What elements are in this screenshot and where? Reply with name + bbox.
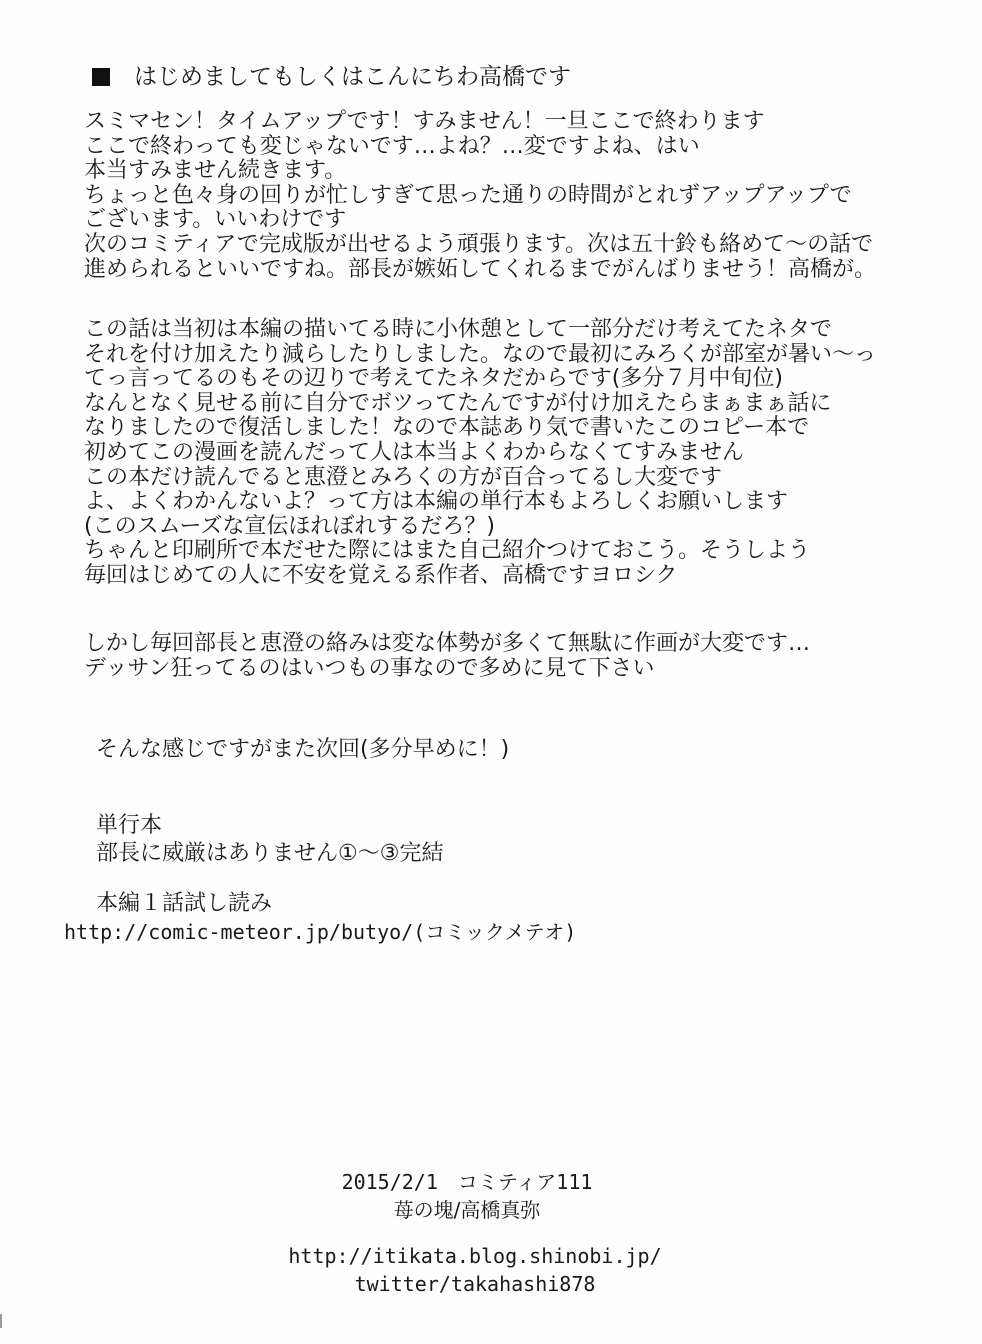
trial-label: 本編１話試し読み: [96, 891, 273, 916]
book-title: 部長に威厳はありません①～③完結: [96, 841, 444, 866]
text-line: 次のコミティアで完成版が出せるよう頑張ります。次は五十鈴も絡めて～の話で: [84, 231, 874, 257]
twitter-link[interactable]: twitter/takahashi878: [354, 1272, 596, 1296]
bullet-square-icon: [92, 68, 110, 86]
text-line: ございます。いいわけです: [84, 207, 347, 233]
trial-url-link[interactable]: http://comic-meteor.jp/butyo/(コミックメテオ): [64, 920, 577, 944]
heading-text: はじめましてもしくはこんにちわ高橋です: [134, 64, 571, 90]
text-line: 初めてこの漫画を読んだって人は本当よくわからなくてすみません: [84, 439, 745, 465]
circle-author: 苺の塊/高橋真弥: [393, 1198, 541, 1222]
text-line: てっ言ってるのもその辺りで考えてたネタだからです(多分７月中旬位): [84, 366, 783, 392]
colophon: [0, 1168, 958, 1224]
text-line: ちゃんと印刷所で本だせた際にはまた自己紹介つけておこう。そうしよう: [84, 538, 811, 564]
text-line: 毎回はじめての人に不安を覚える系作者、高橋ですヨロシク: [84, 562, 678, 588]
text-line: ちょっと色々身の回りが忙しすぎて思った通りの時間がとれずアップアップで: [84, 182, 852, 208]
text-line: 進められるといいですね。部長が嫉妬してくれるまでがんばりませう！高橋が。: [84, 256, 877, 282]
text-line: スミマセン！タイムアップです！すみません！一旦ここで終わります: [84, 109, 765, 134]
trial-info: [64, 890, 944, 946]
text-line: (このスムーズな宣伝ほれぼれするだろ？): [84, 513, 495, 539]
text-line: 本当すみません続きます。: [84, 158, 347, 184]
book-info: [96, 812, 976, 868]
text-line: なんとなく見せる前に自分でボツってたんですが付け加えたらまぁまぁ話に: [84, 390, 832, 416]
paragraph-story-notes: [84, 318, 964, 589]
blog-url-link[interactable]: http://itikata.blog.shinobi.jp/: [288, 1244, 662, 1268]
book-label: 単行本: [96, 813, 163, 838]
text-line: それを付け加えたり減らしたりしました。なので最初にみろくが部室が暑い～っ: [84, 341, 877, 367]
text-line: しかし毎回部長と恵澄の絡みは変な体勢が多くて無駄に作画が大変です…: [84, 631, 811, 656]
text-line: よ、よくわかんないよ？って方は本編の単行本もよろしくお願いします: [84, 489, 789, 515]
text-line: なりましたので復活しました！なので本誌あり気で書いたこのコピー本で: [84, 415, 810, 441]
paragraph-drawing-notes: [84, 632, 964, 681]
page-edge-mark: [0, 1314, 8, 1328]
afterword-heading: [92, 62, 571, 92]
text-line: ここで終わっても変じゃないです…よね？…変ですよね、はい: [84, 133, 700, 159]
closing-line: [96, 738, 976, 763]
date-event: 2015/2/1 コミティア111: [341, 1170, 593, 1194]
paragraph-apology: [84, 110, 964, 282]
text-line: そんな感じですがまた次回(多分早めに！): [96, 737, 510, 762]
text-line: この話は当初は本編の描いてる時に小休憩として一部分だけ考えてたネタで: [84, 317, 833, 342]
text-line: この本だけ読んでると恵澄とみろくの方が百合ってるし大変です: [84, 464, 723, 490]
text-line: デッサン狂ってるのはいつもの事なので多めに見て下さい: [84, 655, 655, 681]
contact-links: [0, 1242, 966, 1298]
